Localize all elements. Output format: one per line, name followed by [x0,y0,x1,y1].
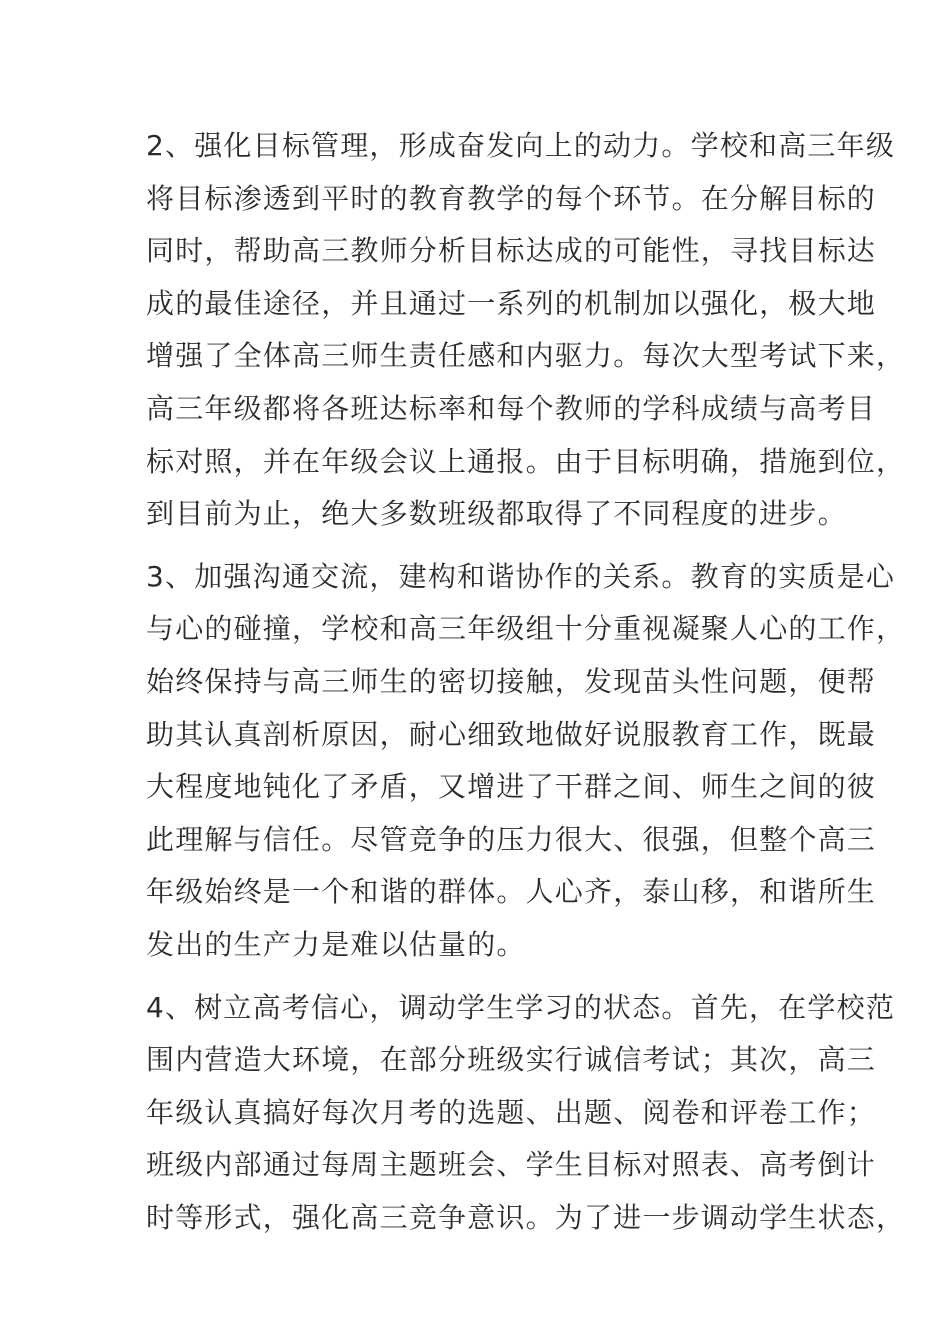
text-line: 年级认真搞好每次月考的选题、出题、阅卷和评卷工作； [146,1095,877,1129]
text-line: 围内营造大环境，在部分班级实行诚信考试；其次，高三 [146,1043,877,1077]
text-line: 同时，帮助高三教师分析目标达成的可能性，寻找目标达 [146,234,877,268]
text-line: 时等形式，强化高三竞争意识。为了进一步调动学生状态， [146,1200,906,1234]
text-line: 3、加强沟通交流，建构和谐协作的关系。教育的实质是心 [146,559,896,593]
text-line: 此理解与信任。尽管竞争的压力很大、很强，但整个高三 [146,822,877,856]
paragraph-communication [146,551,906,972]
text-line: 4、树立高考信心，调动学生学习的状态。首先，在学校范 [146,990,896,1024]
text-line: 标对照，并在年级会议上通报。由于目标明确，措施到位， [146,444,906,478]
text-line: 将目标渗透到平时的教育教学的每个环节。在分解目标的 [146,181,877,215]
text-line: 高三年级都将各班达标率和每个教师的学科成绩与高考目 [146,391,877,425]
text-line: 大程度地钝化了矛盾，又增进了干群之间、师生之间的彼 [146,770,877,804]
paragraph-exam-confidence [146,982,906,1245]
text-line: 成的最佳途径，并且通过一系列的机制加以强化，极大地 [146,286,877,320]
text-line: 年级始终是一个和谐的群体。人心齐，泰山移，和谐所生 [146,875,877,909]
text-line: 发出的生产力是难以估量的。 [146,927,526,961]
text-line: 始终保持与高三师生的密切接触，发现苗头性问题，便帮 [146,664,877,698]
text-line: 助其认真剖析原因，耐心细致地做好说服教育工作，既最 [146,717,877,751]
text-line: 与心的碰撞，学校和高三年级组十分重视凝聚人心的工作， [146,612,906,646]
text-line: 班级内部通过每周主题班会、学生目标对照表、高考倒计 [146,1148,877,1182]
text-line: 到目前为止，绝大多数班级都取得了不同程度的进步。 [146,497,847,531]
text-line: 2、强化目标管理，形成奋发向上的动力。学校和高三年级 [146,129,896,162]
document-page [146,120,906,1254]
paragraph-target-management [146,120,906,541]
text-line: 增强了全体高三师生责任感和内驱力。每次大型考试下来， [146,339,906,373]
